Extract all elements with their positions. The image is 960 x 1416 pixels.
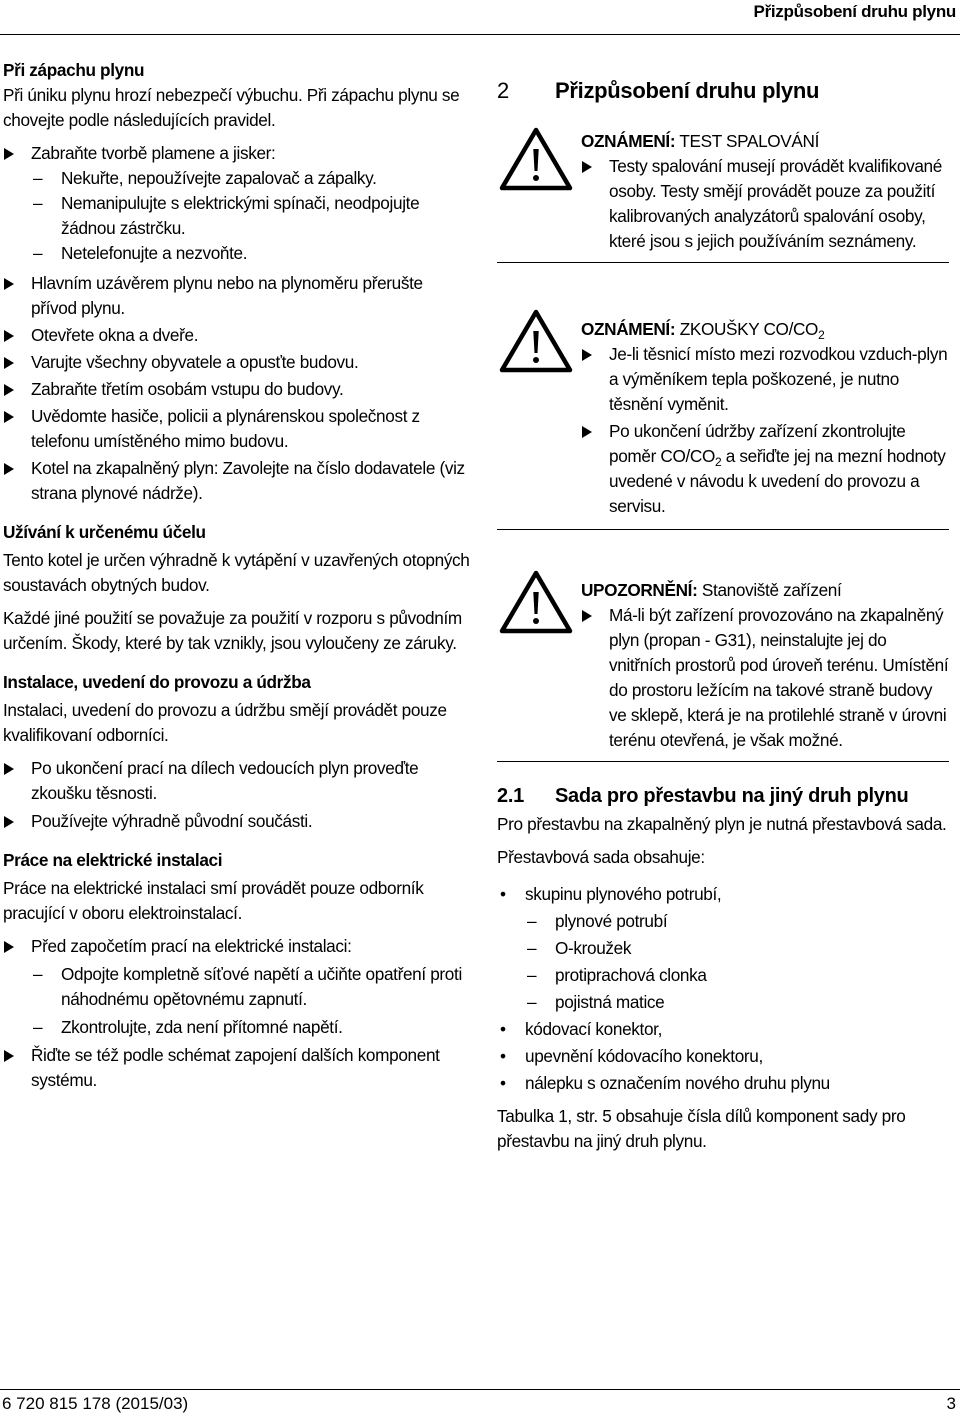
subsection-p3: Tabulka 1, str. 5 obsahuje čísla dílů komponent sady pro přestavbu na jiný druh plynu.	[497, 1106, 906, 1151]
intended-use-heading: Užívání k určenému účelu	[3, 522, 206, 542]
document-number: 6 720 815 178 (2015/03)	[2, 1394, 189, 1413]
gas-smell-heading: Při zápachu plynu	[3, 60, 145, 80]
arrow-bullet-icon	[582, 349, 592, 361]
notice2-title: OZNÁMENÍ: ZKOUŠKY $CO/CO_2$	[581, 319, 825, 342]
warning-triangle-icon	[497, 305, 575, 375]
gas-step-1: Zabraňte tvorbě plamene a jisker:	[3, 141, 471, 166]
notice2-item-1: Je-li těsnicí místo mezi rozvodkou vzduch-plyn a výměníkem tepla poškozené, je nutno těsnění vyměnit.	[581, 342, 949, 417]
kit-subitem-4: – pojistná matice	[527, 992, 665, 1012]
warning-installation-site	[497, 566, 949, 762]
arrow-bullet-icon	[4, 278, 14, 290]
notice2-item-2: Po ukončení údržby zařízení zkontrolujte poměr $CO/CO_2$ a seřiďte jej na mezní hodnoty uvedené v návodu k uvedení do provozu a servisu.	[581, 419, 949, 519]
arrow-bullet-icon	[4, 941, 14, 953]
header-rule	[0, 34, 960, 35]
section-heading: 2 Přizpůsobení druhu plynu	[497, 78, 820, 103]
running-header-title: Přizpůsobení druhu plynu	[753, 2, 956, 21]
gas-step-4: Varujte všechny obyvatele a opusťte budovu.	[3, 350, 471, 375]
arrow-bullet-icon	[4, 1050, 14, 1062]
kit-subitem-3: – protiprachová clonka	[527, 965, 707, 985]
arrow-bullet-icon	[582, 426, 592, 438]
gas-step-2: Hlavním uzávěrem plynu nebo na plynoměru přerušte přívod plynu.	[3, 271, 471, 321]
kit-item-2: • kódovací konektor,	[500, 1019, 663, 1039]
electrical-substep-1: – Odpojte kompletně síťové napětí a učiňte opatření proti náhodnému opětovnému zapnutí.	[33, 964, 462, 1009]
gas-step-5: Zabraňte třetím osobám vstupu do budovy.	[3, 377, 471, 402]
warning-triangle-icon	[497, 123, 575, 193]
notice1-title: OZNÁMENÍ: TEST SPALOVÁNÍ	[581, 131, 820, 151]
arrow-bullet-icon	[4, 816, 14, 828]
installation-step-2: Používejte výhradně původní součásti.	[3, 809, 471, 834]
arrow-bullet-icon	[4, 148, 14, 160]
warning-title: UPOZORNĚNÍ: Stanoviště zařízení	[581, 580, 842, 600]
electrical-step-1: Před započetím prací na elektrické instalaci:	[3, 934, 471, 959]
installation-p1: Instalaci, uvedení do provozu a údržbu smějí provádět pouze kvalifikovaní odborníci.	[3, 700, 447, 745]
electrical-heading: Práce na elektrické instalaci	[3, 850, 223, 870]
electrical-step-2: Řiďte se též podle schémat zapojení dalších komponent systému.	[3, 1043, 471, 1093]
installation-step-1: Po ukončení prací na dílech vedoucích plyn proveďte zkoušku těsnosti.	[3, 756, 471, 806]
subsection-p2: Přestavbová sada obsahuje:	[497, 847, 705, 867]
gas-step-6: Uvědomte hasiče, policii a plynárenskou společnost z telefonu umístěného mimo budovu.	[3, 404, 471, 454]
left-column	[3, 58, 471, 1093]
footer-rule	[0, 1389, 960, 1390]
page-number: 3	[946, 1394, 956, 1413]
right-column	[497, 58, 949, 1154]
notice-combustion-test	[497, 123, 949, 263]
arrow-bullet-icon	[4, 763, 14, 775]
kit-subitem-2: – O-kroužek	[527, 938, 632, 958]
warning-triangle-icon	[497, 566, 575, 636]
gas-substep-2: – Nemanipulujte s elektrickými spínači, neodpojujte žádnou zástrčku.	[33, 193, 420, 238]
installation-heading: Instalace, uvedení do provozu a údržba	[3, 672, 311, 692]
intended-use-p2: Každé jiné použití se považuje za použití v rozporu s původním určením. Škody, které by tak vznikly, jsou vyloučeny ze záruky.	[3, 608, 462, 653]
kit-subitem-1: – plynové potrubí	[527, 911, 668, 931]
subsection-p1: Pro přestavbu na zkapalněný plyn je nutná přestavbová sada.	[497, 814, 947, 834]
warning-item: Má-li být zařízení provozováno na zkapalněný plyn (propan - G31), neinstalujte jej do vnitřních prostorů pod úroveň terénu. Umístění do prostoru ležícím na takové straně budovy ve sklepě, která je na protilehlé straně v úrovni terénu otevřená, je však možné.	[581, 603, 949, 753]
arrow-bullet-icon	[582, 161, 592, 173]
electrical-p1: Práce na elektrické instalaci smí provádět pouze odborník pracující v oboru elektroinstalací.	[3, 878, 424, 923]
arrow-bullet-icon	[4, 357, 14, 369]
gas-substep-3: – Netelefonujte a nezvoňte.	[33, 243, 248, 263]
notice1-item: Testy spalování musejí provádět kvalifikované osoby. Testy smějí provádět pouze za použití kalibrovaných analyzátorů spalování osoby, které jsou s jejich používáním seznámeny.	[581, 154, 949, 254]
kit-item-4: • nálepku s označením nového druhu plynu	[500, 1073, 830, 1093]
running-header	[0, 0, 960, 28]
arrow-bullet-icon	[4, 411, 14, 423]
intended-use-p1: Tento kotel je určen výhradně k vytápění v uzavřených otopných soustavách obytných budov.	[3, 550, 470, 595]
notice-co-test	[497, 305, 949, 530]
gas-step-7: Kotel na zkapalněný plyn: Zavolejte na číslo dodavatele (viz strana plynové nádrže).	[3, 456, 471, 506]
kit-item-1: • skupinu plynového potrubí,	[500, 884, 722, 904]
arrow-bullet-icon	[4, 384, 14, 396]
gas-smell-intro: Při úniku plynu hrozí nebezpečí výbuchu. Při zápachu plynu se chovejte podle následujících pravidel.	[3, 85, 460, 130]
subsection-heading: 2.1 Sada pro přestavbu na jiný druh plynu	[497, 785, 909, 807]
arrow-bullet-icon	[4, 463, 14, 475]
electrical-substep-2: – Zkontrolujte, zda není přítomné napětí.	[33, 1017, 343, 1037]
gas-step-3: Otevřete okna a dveře.	[3, 323, 471, 348]
kit-item-3: • upevnění kódovacího konektoru,	[500, 1046, 763, 1066]
arrow-bullet-icon	[4, 330, 14, 342]
arrow-bullet-icon	[582, 610, 592, 622]
gas-substep-1: – Nekuřte, nepoužívejte zapalovač a zápalky.	[33, 168, 377, 188]
